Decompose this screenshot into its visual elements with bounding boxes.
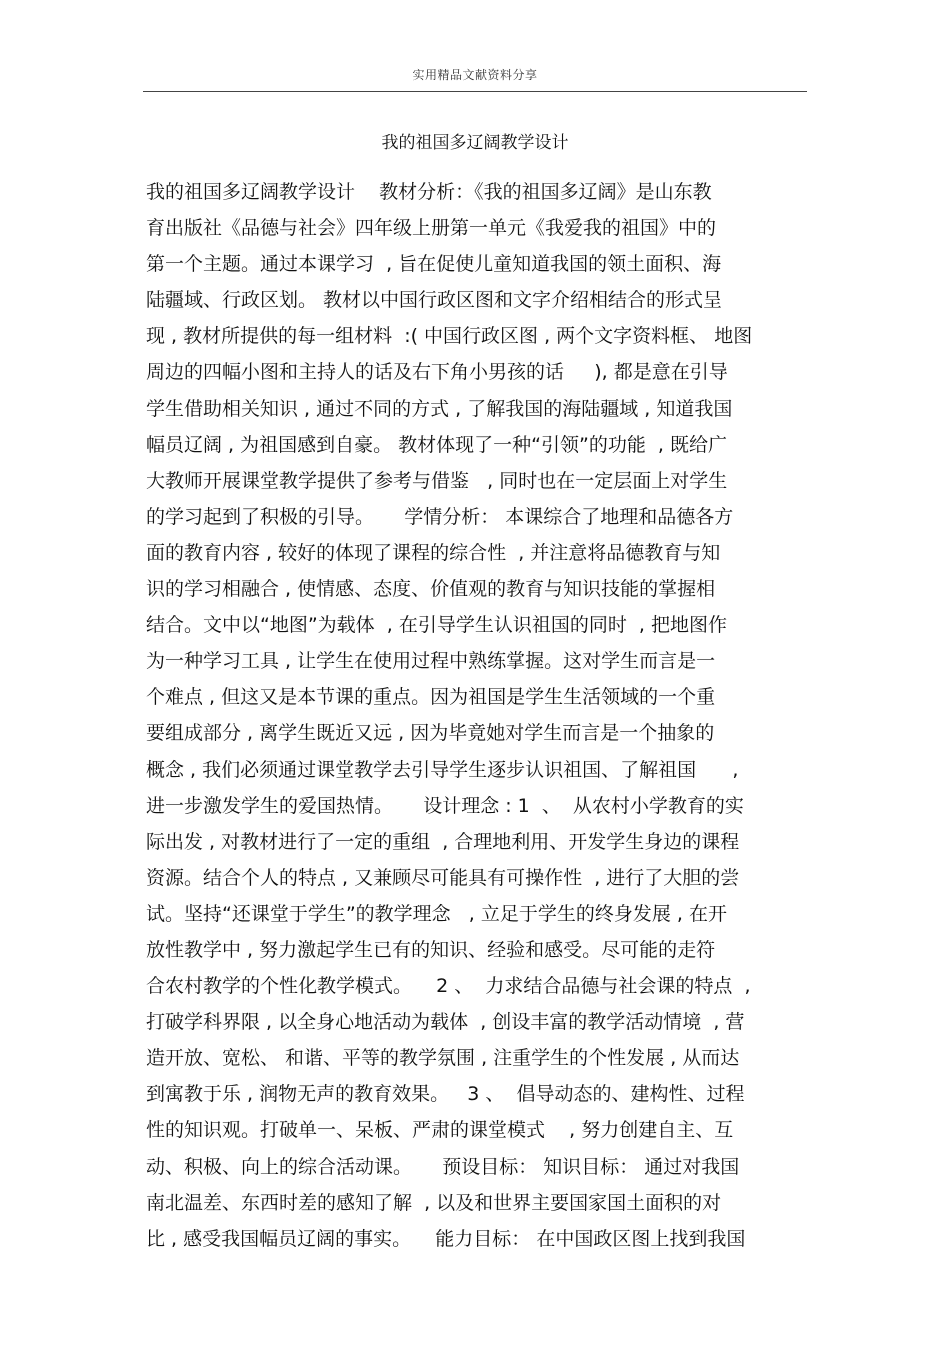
body-line: 个难点 , 但这又是本节课的重点。因为祖国是学生生活领域的一个重 <box>146 686 716 709</box>
body-line: 资源。结合个人的特点 , 又兼顾尽可能具有可操作性 , 进行了大胆的尝 <box>146 866 740 889</box>
body-line: 识的学习相融合 , 使情感、态度、价值观的教育与知识技能的掌握相 <box>146 578 716 601</box>
body-line: 育出版社《品德与社会》四年级上册第一单元《我爱我的祖国》中的 <box>146 217 717 240</box>
body-line: 际出发 , 对教材进行了一定的重组 , 合理地利用、开发学生身边的课程 <box>146 830 740 853</box>
body-line: 学生借助相关知识 , 通过不同的方式 , 了解我国的海陆疆域 , 知道我国 <box>146 397 733 420</box>
body-line: 周边的四幅小图和主持人的话及右下角小男孩的话 ), 都是意在引导 <box>146 361 728 384</box>
body-line: 概念 , 我们必须通过课堂教学去引导学生逐步认识祖国、了解祖国 , <box>146 758 739 781</box>
body-line: 到寓教于乐 , 润物无声的教育效果。 3 、 倡导动态的、建构性、过程 <box>146 1083 745 1106</box>
header-divider <box>143 91 807 92</box>
body-line: 的学习起到了积极的引导。 学情分析： 本课综合了地理和品德各方 <box>146 505 734 528</box>
document-body <box>146 174 816 1257</box>
body-line: 性的知识观。打破单一、呆板、严肃的课堂模式 , 努力创建自主、互 <box>146 1119 734 1142</box>
body-line: 为一种学习工具 , 让学生在使用过程中熟练掌握。这对学生而言是一 <box>146 650 716 673</box>
body-line: 造开放、宽松、 和谐、平等的教学氛围 , 注重学生的个性发展 , 从而达 <box>146 1047 740 1070</box>
body-line: 第一个主题。通过本课学习 , 旨在促使儿童知道我国的领土面积、海 <box>146 253 722 276</box>
body-line: 动、积极、向上的综合活动课。 预设目标： 知识目标： 通过对我国 <box>146 1155 740 1178</box>
body-line: 进一步激发学生的爱国热情。 设计理念 : 1 、 从农村小学教育的实 <box>146 794 744 817</box>
body-line: 现 , 教材所提供的每一组材料 :( 中国行政区图 , 两个文字资料框、 地图 <box>146 325 753 348</box>
body-line: 结合。文中以“地图”为载体 , 在引导学生认识祖国的同时 , 把地图作 <box>146 614 728 637</box>
body-line: 试。坚持“还课堂于学生”的教学理念 , 立足于学生的终身发展 , 在开 <box>146 902 728 925</box>
body-line: 大教师开展课堂教学提供了参考与借鉴 , 同时也在一定层面上对学生 <box>146 469 728 492</box>
body-line: 放性教学中 , 努力激起学生已有的知识、经验和感受。尽可能的走符 <box>146 938 716 961</box>
body-line: 陆疆域、行政区划。 教材以中国行政区图和文字介绍相结合的形式呈 <box>146 289 723 312</box>
body-line: 面的教育内容 , 较好的体现了课程的综合性 , 并注意将品德教育与知 <box>146 541 721 564</box>
body-line: 南北温差、东西时差的感知了解 , 以及和世界主要国家国土面积的对 <box>146 1191 722 1214</box>
body-line: 合农村教学的个性化教学模式。 2 、 力求结合品德与社会课的特点 , <box>146 975 751 998</box>
body-line: 比 , 感受我国幅员辽阔的事实。 能力目标： 在中国政区图上找到我国 <box>146 1227 746 1250</box>
document-title: 我的祖国多辽阔教学设计 <box>381 133 569 153</box>
body-line: 幅员辽阔 , 为祖国感到自豪。 教材体现了一种“引领”的功能 , 既给广 <box>146 433 728 456</box>
body-line: 打破学科界限 , 以全身心地活动为载体 , 创设丰富的教学活动情境 , 营 <box>146 1011 745 1034</box>
body-line: 我的祖国多辽阔教学设计 教材分析：《我的祖国多辽阔》是山东教 <box>146 181 712 203</box>
page-header: 实用精品文献资料分享 <box>412 68 538 82</box>
body-line: 要组成部分 , 离学生既近又远 , 因为毕竟她对学生而言是一个抽象的 <box>146 722 715 745</box>
